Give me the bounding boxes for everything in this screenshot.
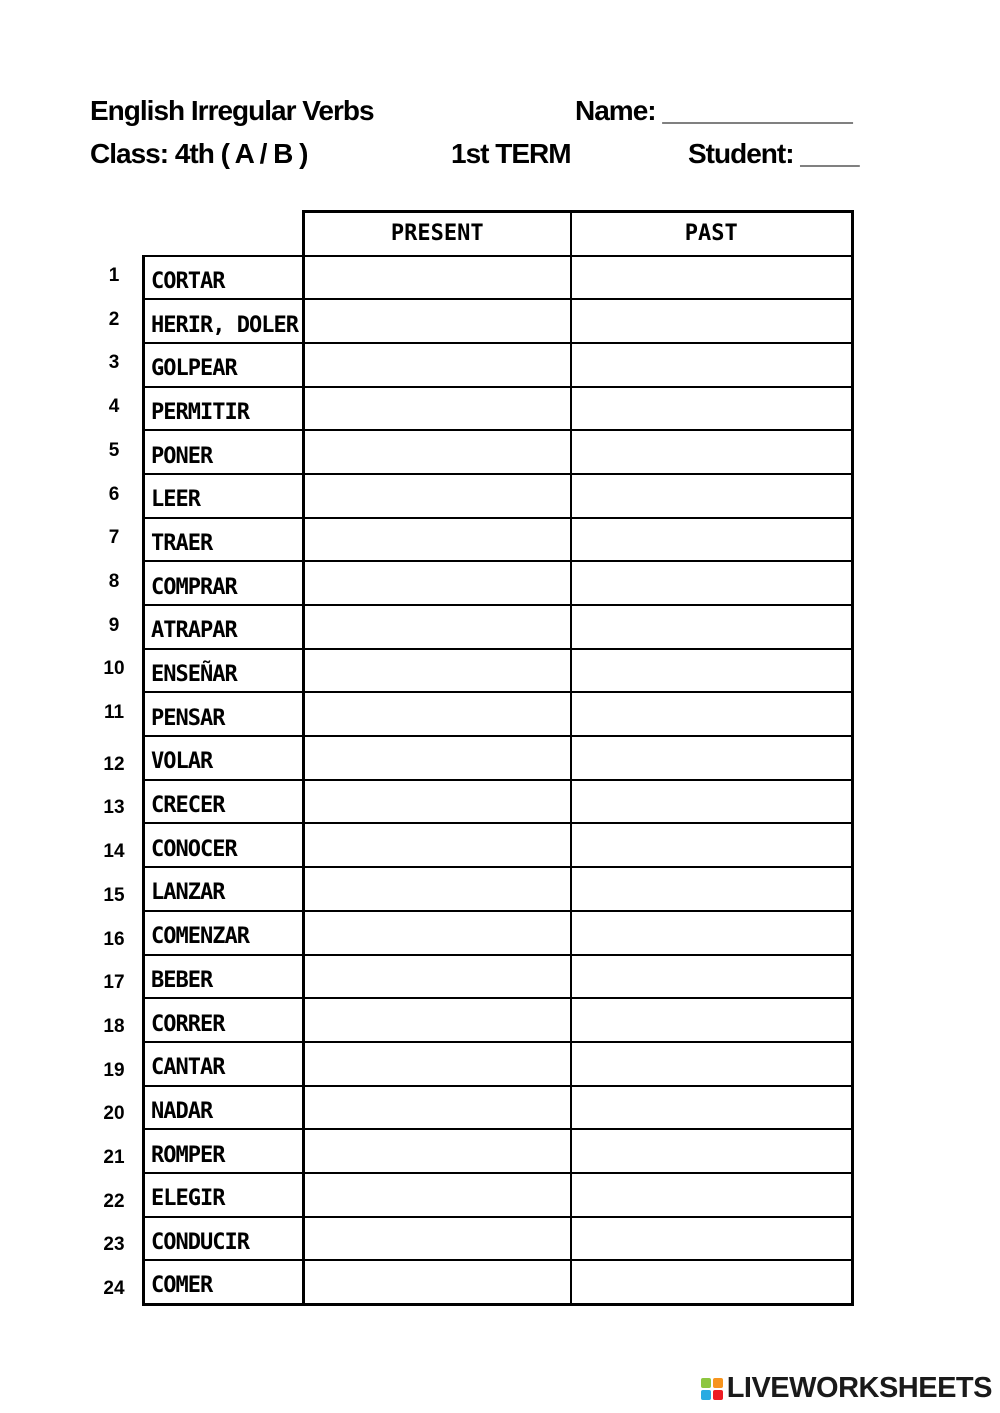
student-field-label: Student: ____ (688, 138, 859, 169)
verb-rows (144, 256, 853, 1305)
row-number: 22 (103, 1190, 125, 1212)
table-row (144, 649, 853, 693)
past-answer-cell[interactable] (571, 605, 853, 649)
present-answer-cell[interactable] (304, 649, 571, 693)
row-number: 4 (108, 396, 120, 418)
table-row (144, 998, 853, 1042)
past-answer-cell[interactable] (571, 649, 853, 693)
verb-cell: COMPRAR (144, 561, 304, 605)
table-row (144, 387, 853, 431)
verb-cell: CONOCER (144, 823, 304, 867)
row-number: 8 (108, 570, 120, 592)
present-answer-cell[interactable] (304, 1217, 571, 1261)
verb-cell: PERMITIR (144, 387, 304, 431)
present-answer-cell[interactable] (304, 605, 571, 649)
row-number: 20 (103, 1103, 125, 1125)
row-number: 7 (108, 527, 120, 549)
row-number: 21 (103, 1147, 125, 1168)
present-answer-cell[interactable] (304, 998, 571, 1042)
present-answer-cell[interactable] (304, 823, 571, 867)
past-answer-cell[interactable] (571, 1042, 853, 1086)
logo-tile (713, 1390, 723, 1400)
present-answer-cell[interactable] (304, 387, 571, 431)
present-answer-cell[interactable] (304, 343, 571, 387)
past-answer-cell[interactable] (571, 955, 853, 999)
verb-cell: CRECER (144, 780, 304, 824)
past-answer-cell[interactable] (571, 299, 853, 343)
verb-cell: BEBER (144, 955, 304, 999)
row-number: 24 (103, 1278, 125, 1300)
table-row (144, 605, 853, 649)
row-number: 12 (103, 753, 125, 775)
verb-cell: CORTAR (144, 256, 304, 300)
past-answer-cell[interactable] (571, 518, 853, 562)
verb-cell: VOLAR (144, 736, 304, 780)
logo-text: LIVEWORKSHEETS (726, 1372, 992, 1404)
present-answer-cell[interactable] (304, 736, 571, 780)
table-row (144, 1042, 853, 1086)
past-answer-cell[interactable] (571, 387, 853, 431)
present-answer-cell[interactable] (304, 299, 571, 343)
table-row (144, 561, 853, 605)
present-answer-cell[interactable] (304, 1260, 571, 1304)
liveworksheets-logo (701, 1372, 992, 1405)
row-number: 15 (103, 884, 125, 906)
table-row (144, 1129, 853, 1173)
header-blank-cell (144, 212, 304, 256)
row-number: 17 (103, 972, 125, 994)
past-answer-cell[interactable] (571, 1260, 853, 1304)
present-answer-cell[interactable] (304, 561, 571, 605)
past-answer-cell[interactable] (571, 474, 853, 518)
header-present: PRESENT (304, 212, 571, 256)
table-row (144, 299, 853, 343)
table-row (144, 1173, 853, 1217)
verbs-table (142, 210, 854, 1306)
row-number: 6 (108, 483, 120, 505)
row-number: 3 (108, 352, 120, 374)
present-answer-cell[interactable] (304, 1086, 571, 1130)
verb-cell: COMENZAR (144, 911, 304, 955)
verb-cell: COMER (144, 1260, 304, 1304)
logo-tile (701, 1390, 711, 1400)
past-answer-cell[interactable] (571, 1086, 853, 1130)
table-row (144, 474, 853, 518)
past-answer-cell[interactable] (571, 1173, 853, 1217)
verb-cell: GOLPEAR (144, 343, 304, 387)
verb-cell: LEER (144, 474, 304, 518)
past-answer-cell[interactable] (571, 1129, 853, 1173)
verb-cell: NADAR (144, 1086, 304, 1130)
name-field-label: Name: _____________ (575, 95, 852, 126)
term-label: 1st TERM (451, 138, 571, 169)
past-answer-cell[interactable] (571, 430, 853, 474)
past-answer-cell[interactable] (571, 343, 853, 387)
present-answer-cell[interactable] (304, 955, 571, 999)
row-number: 16 (103, 928, 125, 950)
present-answer-cell[interactable] (304, 256, 571, 300)
row-number: 19 (103, 1059, 125, 1081)
present-answer-cell[interactable] (304, 518, 571, 562)
logo-mark-icon (701, 1378, 723, 1400)
table-row (144, 1217, 853, 1261)
verb-cell: HERIR, DOLER (144, 299, 304, 343)
past-answer-cell[interactable] (571, 1217, 853, 1261)
present-answer-cell[interactable] (304, 911, 571, 955)
row-number: 5 (108, 439, 120, 461)
row-number: 23 (103, 1234, 125, 1256)
present-answer-cell[interactable] (304, 867, 571, 911)
present-answer-cell[interactable] (304, 1173, 571, 1217)
table-row (144, 343, 853, 387)
verb-cell: LANZAR (144, 867, 304, 911)
verb-cell: ROMPER (144, 1129, 304, 1173)
present-answer-cell[interactable] (304, 692, 571, 736)
present-answer-cell[interactable] (304, 780, 571, 824)
header-past: PAST (571, 212, 853, 256)
past-answer-cell[interactable] (571, 867, 853, 911)
present-answer-cell[interactable] (304, 430, 571, 474)
row-number: 9 (108, 614, 120, 636)
table-row (144, 1260, 853, 1304)
row-number: 10 (103, 658, 125, 680)
table-row (144, 780, 853, 824)
row-number: 13 (103, 797, 125, 819)
worksheet-title: English Irregular Verbs (90, 95, 374, 126)
past-answer-cell[interactable] (571, 998, 853, 1042)
past-answer-cell[interactable] (571, 780, 853, 824)
verb-cell: CONDUCIR (144, 1217, 304, 1261)
verb-cell: PONER (144, 430, 304, 474)
row-number: 18 (103, 1015, 125, 1037)
present-answer-cell[interactable] (304, 1129, 571, 1173)
present-answer-cell[interactable] (304, 1042, 571, 1086)
row-number: 14 (103, 841, 125, 863)
logo-tile (701, 1378, 711, 1388)
past-answer-cell[interactable] (571, 736, 853, 780)
class-label: Class: 4th ( A / B ) (90, 138, 308, 169)
verb-cell: CANTAR (144, 1042, 304, 1086)
table-row (144, 430, 853, 474)
present-answer-cell[interactable] (304, 474, 571, 518)
past-answer-cell[interactable] (571, 256, 853, 300)
past-answer-cell[interactable] (571, 911, 853, 955)
verb-cell: ELEGIR (144, 1173, 304, 1217)
table-header-row (144, 212, 853, 256)
verb-cell: PENSAR (144, 692, 304, 736)
verb-cell: ATRAPAR (144, 605, 304, 649)
table-row (144, 736, 853, 780)
row-number: 1 (108, 265, 120, 286)
table-row (144, 518, 853, 562)
table-row (144, 823, 853, 867)
table-row (144, 911, 853, 955)
row-number: 2 (108, 308, 120, 330)
table-row (144, 692, 853, 736)
table-row (144, 955, 853, 999)
table-row (144, 867, 853, 911)
table-row (144, 1086, 853, 1130)
past-answer-cell[interactable] (571, 692, 853, 736)
row-number: 11 (103, 702, 125, 723)
table-row (144, 256, 853, 300)
verb-cell: TRAER (144, 518, 304, 562)
verb-cell: ENSEÑAR (144, 649, 304, 693)
past-answer-cell[interactable] (571, 823, 853, 867)
verb-cell: CORRER (144, 998, 304, 1042)
logo-tile (713, 1378, 723, 1388)
past-answer-cell[interactable] (571, 561, 853, 605)
